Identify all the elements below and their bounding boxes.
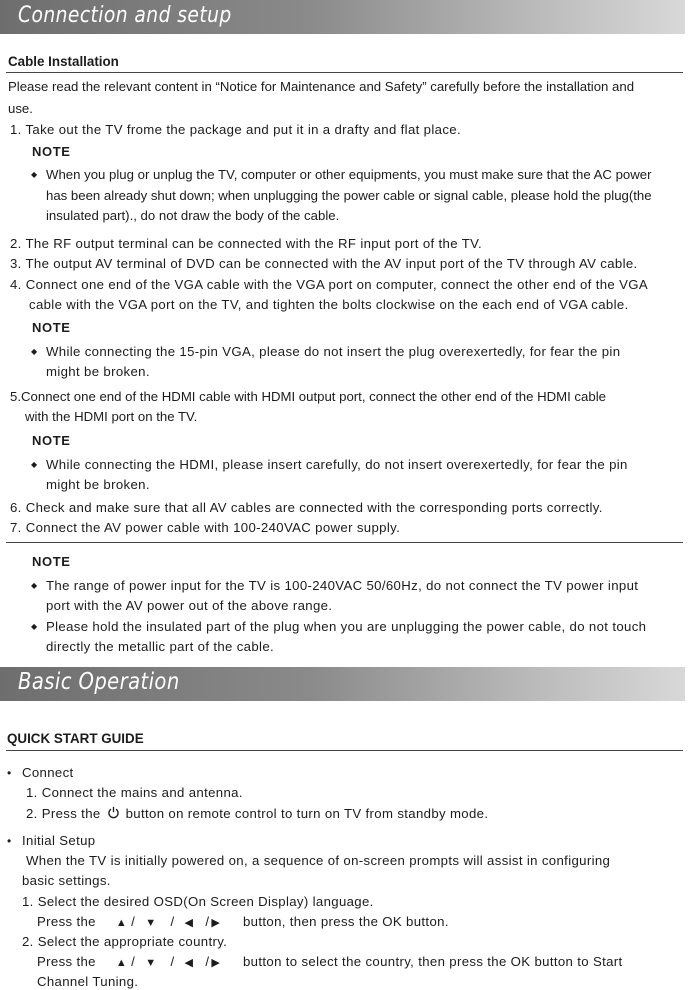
note-label: NOTE [32, 433, 71, 448]
section-banner-connection [0, 0, 685, 34]
step-text: 5.Connect one end of the HDMI cable with HDMI output port, connect the other end of the HDMI cable [10, 389, 606, 404]
down-arrow-icon: ▼ [145, 957, 157, 969]
diamond-bullet-icon: ◆ [31, 170, 38, 179]
step-text: 4. Connect one end of the VGA cable with the VGA port on computer, connect the other end of the VGA [10, 277, 648, 292]
step-text [26, 806, 488, 822]
step-text: 3. The output AV terminal of DVD can be connected with the AV input port of the TV through AV cable. [10, 256, 638, 271]
intro-text: Please read the relevant content in “Notice for Maintenance and Safety” carefully before the installation and [8, 79, 635, 94]
step-text: 2. The RF output terminal can be connected with the RF input port of the TV. [10, 236, 483, 251]
step-text: 7. Connect the AV power cable with 100-240VAC power supply. [10, 520, 401, 535]
divider [6, 750, 683, 751]
note-text: directly the metallic part of the cable. [46, 639, 275, 654]
intro-text: use. [8, 101, 33, 116]
left-arrow-icon: ◀ [184, 917, 194, 929]
section-title: Basic Operation [18, 669, 180, 695]
up-arrow-icon: ▲ [115, 917, 128, 929]
note-text: has been already shut down; when unplugging the power cable or signal cable, please hold the plug(the [46, 188, 652, 203]
step-text: with the HDMI port on the TV. [25, 409, 198, 424]
step-text: 1. Select the desired OSD(On Screen Display) language. [22, 894, 374, 909]
press-text-post: button to select the country, then press the OK button to Start [243, 954, 623, 969]
note-text: might be broken. [46, 477, 150, 492]
round-bullet-icon: • [7, 834, 12, 848]
step-text: 2. Select the appropriate country. [22, 934, 228, 949]
step-text: 1. Connect the mains and antenna. [26, 785, 243, 800]
note-text: Please hold the insulated part of the plug when you are unplugging the power cable, do not touch [46, 619, 647, 634]
left-arrow-icon: ◀ [184, 957, 194, 969]
note-label: NOTE [32, 144, 71, 159]
quick-start-heading: QUICK START GUIDE [7, 731, 144, 746]
initial-setup-label: Initial Setup [22, 833, 96, 848]
divider [6, 542, 683, 543]
cable-installation-heading: Cable Installation [8, 54, 119, 69]
section-title: Connection and setup [18, 3, 232, 28]
diamond-bullet-icon: ◆ [31, 347, 38, 356]
note-text: might be broken. [46, 364, 150, 379]
note-text: The range of power input for the TV is 100-240VAC 50/60Hz, do not connect the TV power input [46, 578, 639, 593]
step-text: Channel Tuning. [37, 974, 139, 989]
power-icon [107, 806, 120, 819]
initial-text: When the TV is initially powered on, a sequence of on-screen prompts will assist in configuring [26, 853, 611, 868]
section-banner-basic-operation [0, 667, 685, 701]
press-text-post: button, then press the OK button. [243, 914, 449, 929]
press-text: Press the [37, 914, 96, 929]
note-text: While connecting the HDMI, please insert carefully, do not insert overexertedly, for fear the pin [46, 457, 628, 472]
note-text: port with the AV power out of the above range. [46, 598, 333, 613]
press-text: Press the [37, 954, 96, 969]
note-text: While connecting the 15-pin VGA, please do not insert the plug overexertedly, for fear the pin [46, 344, 621, 359]
diamond-bullet-icon: ◆ [31, 581, 38, 590]
right-arrow-icon: ▶ [211, 917, 221, 929]
step-text: 6. Check and make sure that all AV cables are connected with the corresponding ports correctly. [10, 500, 603, 515]
diamond-bullet-icon: ◆ [31, 460, 38, 469]
connect-label: Connect [22, 765, 74, 780]
divider [6, 72, 683, 73]
up-arrow-icon: ▲ [115, 957, 128, 969]
right-arrow-icon: ▶ [211, 957, 221, 969]
note-text: When you plug or unplug the TV, computer or other equipments, you must make sure that the AC power [46, 167, 652, 182]
round-bullet-icon: • [7, 766, 12, 780]
step-text-post: button on remote control to turn on TV from standby mode. [125, 806, 489, 821]
initial-text: basic settings. [22, 873, 111, 888]
diamond-bullet-icon: ◆ [31, 622, 38, 631]
note-text: insulated part)., do not draw the body of the cable. [46, 208, 340, 223]
down-arrow-icon: ▼ [145, 917, 157, 929]
step-text: cable with the VGA port on the TV, and tighten the bolts clockwise on the each end of VGA cable. [29, 297, 629, 312]
press-line: Press the ▲ / ▼ / ◀ / ▶ [37, 914, 221, 929]
note-label: NOTE [32, 554, 71, 569]
note-label: NOTE [32, 320, 71, 335]
press-line: Press the ▲ / ▼ / ◀ / ▶ [37, 954, 221, 969]
step-text: 1. Take out the TV frome the package and put it in a drafty and flat place. [10, 122, 461, 137]
step-text-pre: 2. Press the [26, 806, 101, 821]
